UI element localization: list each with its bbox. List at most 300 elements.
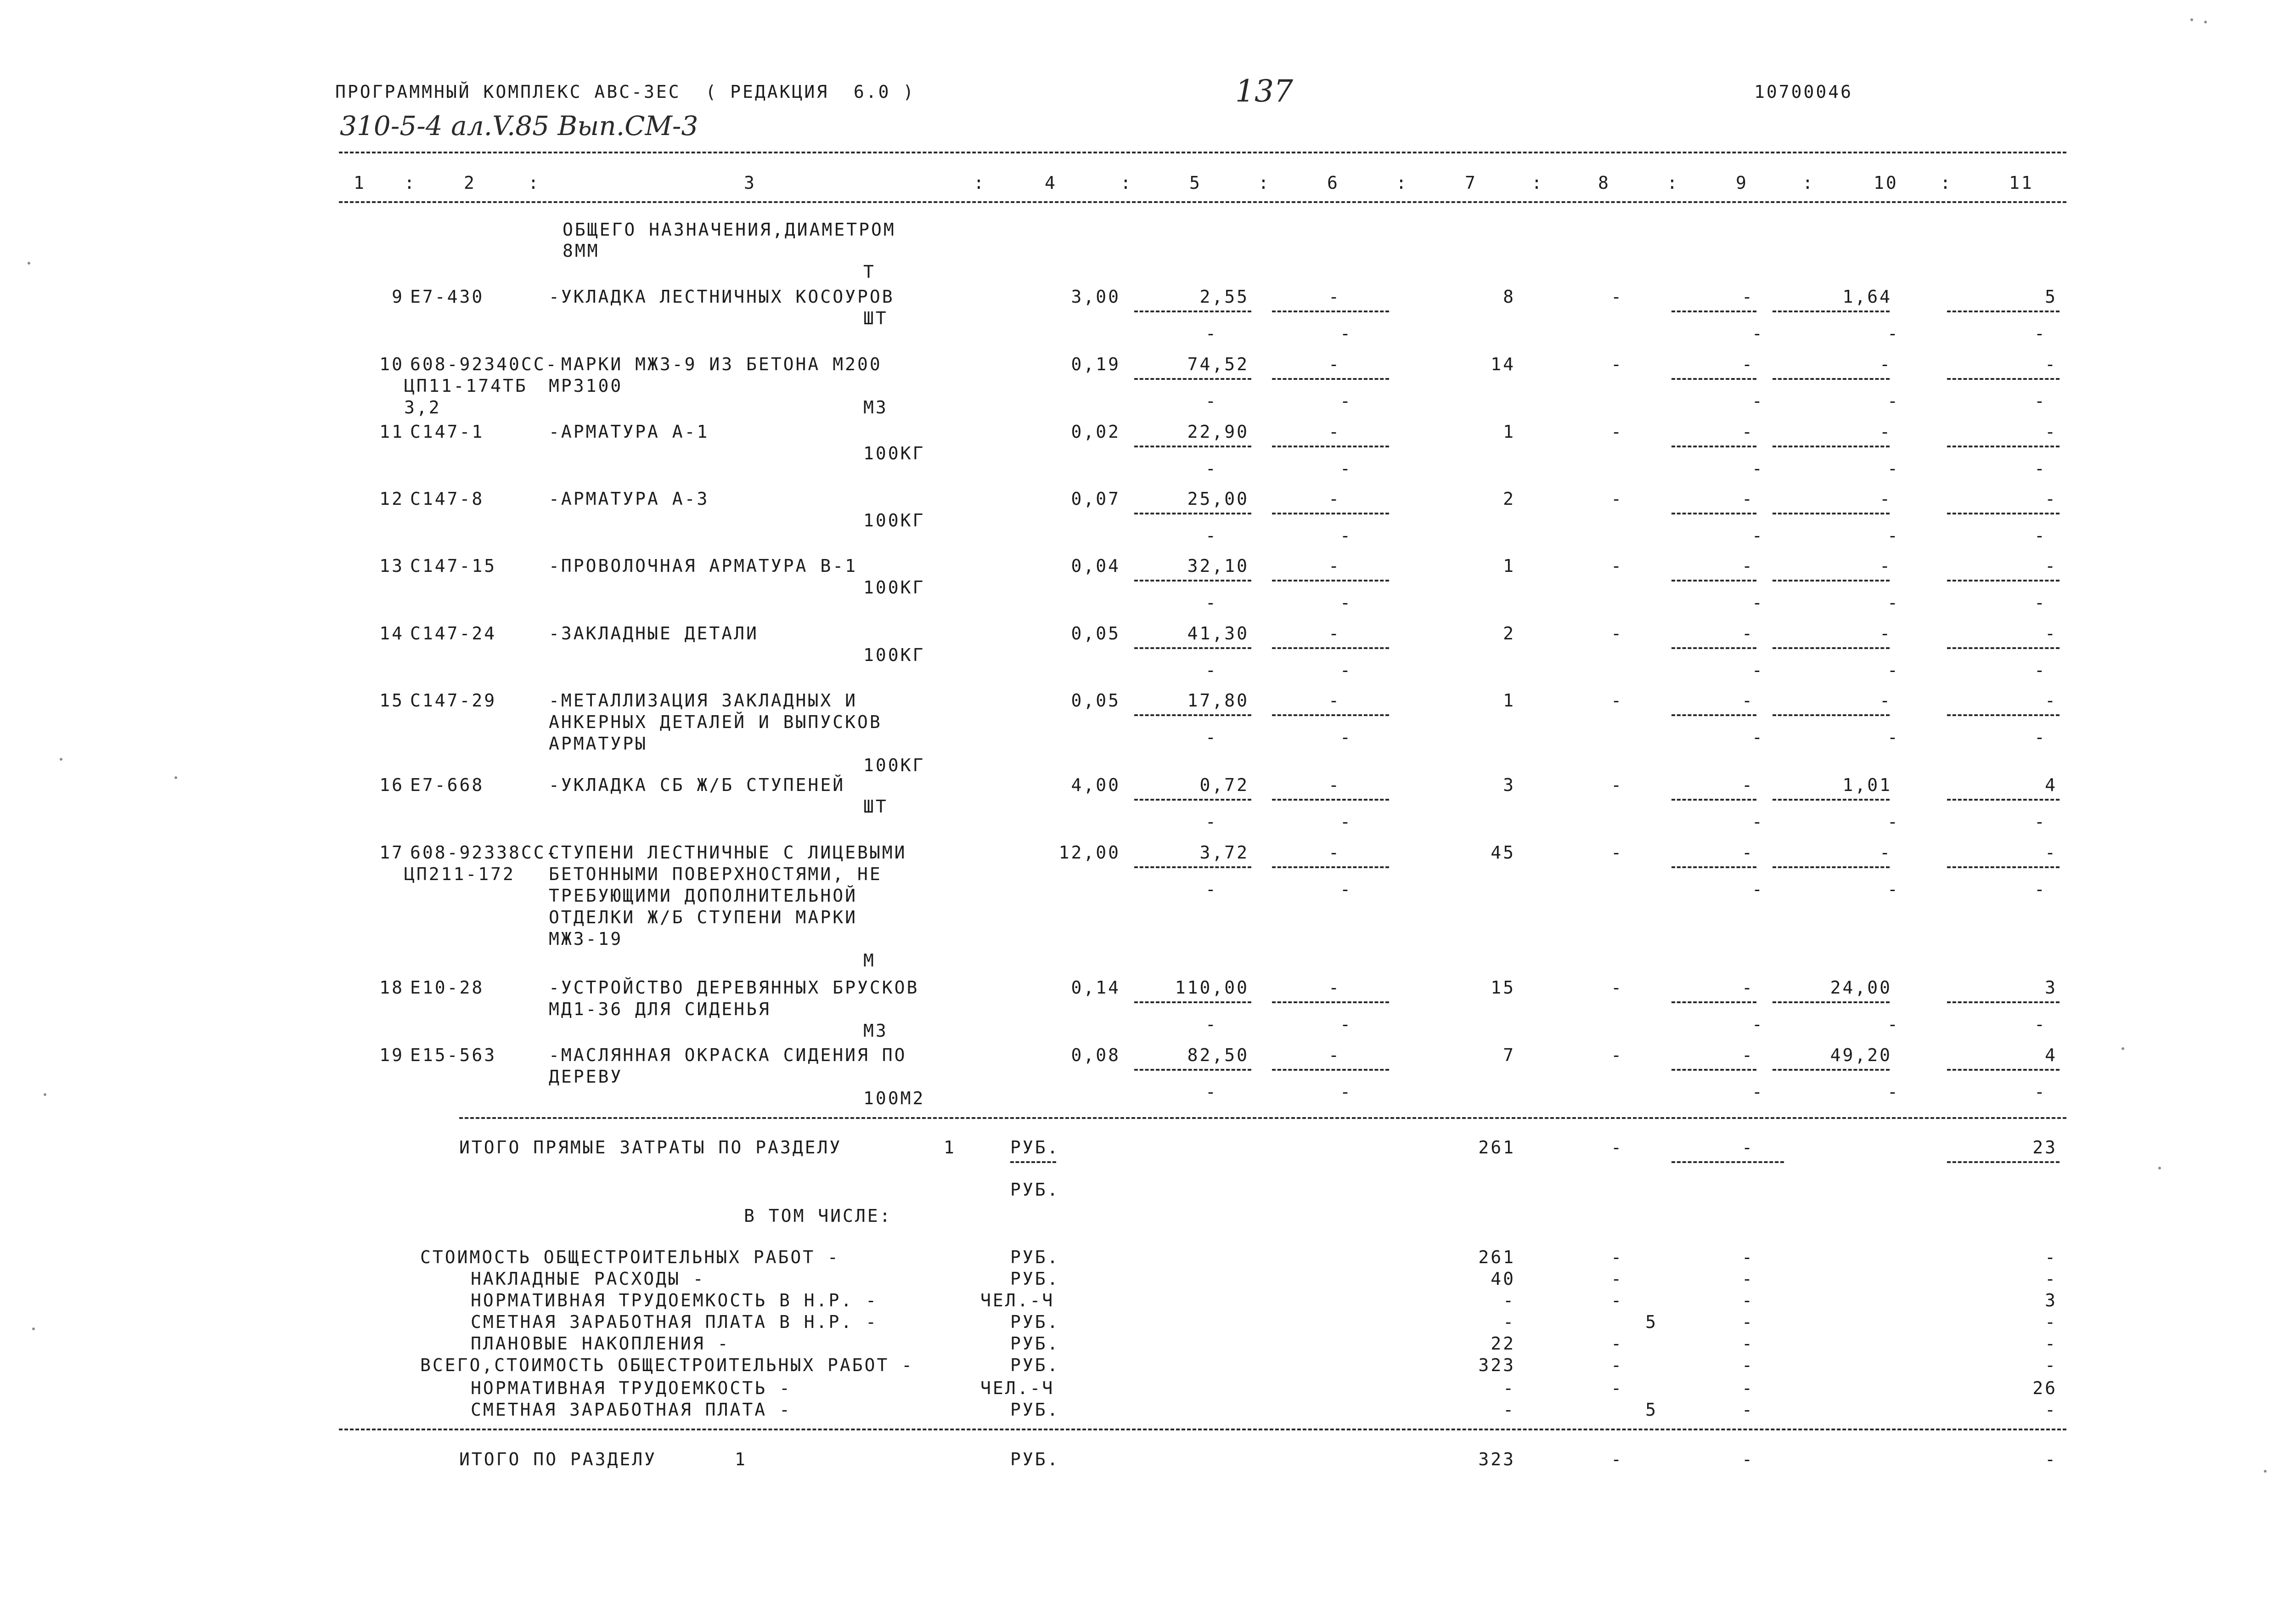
row-quantity: 0,02 bbox=[1071, 422, 1120, 442]
row-quantity: 4,00 bbox=[1071, 775, 1120, 795]
row-unit-price: 82,50 bbox=[1187, 1045, 1249, 1065]
sub-dash-mark: - bbox=[1340, 727, 1352, 747]
row-number: 10 bbox=[379, 354, 404, 374]
row-number: 11 bbox=[379, 422, 404, 442]
row-col9: - bbox=[1742, 489, 1754, 509]
header-top-rule bbox=[339, 152, 2066, 153]
row-subrule bbox=[1947, 311, 2060, 312]
row-col6: - bbox=[1328, 354, 1341, 374]
row-col6: - bbox=[1328, 690, 1341, 711]
row-col9: - bbox=[1742, 623, 1754, 644]
total-section-unit: РУБ. bbox=[1010, 1449, 1060, 1469]
row-code: 3,2 bbox=[404, 397, 441, 418]
column-header-6: 4 bbox=[1045, 173, 1057, 193]
column-header-1: : bbox=[404, 173, 416, 193]
row-subrule bbox=[1671, 1001, 1756, 1003]
row-quantity: 3,00 bbox=[1071, 287, 1120, 307]
row-total-cost: 8 bbox=[1503, 287, 1515, 307]
summary-col8: - bbox=[1611, 1355, 1623, 1375]
row-total-cost: 2 bbox=[1503, 623, 1515, 644]
summary-unit: ЧЕЛ.-Ч bbox=[980, 1378, 1055, 1398]
row-subrule bbox=[1671, 446, 1756, 447]
total-unit-rule bbox=[1010, 1161, 1056, 1163]
sub-dash-mark: - bbox=[1205, 593, 1218, 613]
summary-col11: - bbox=[2045, 1400, 2057, 1420]
sub-dash-mark: - bbox=[2034, 458, 2047, 479]
row-subrule bbox=[1671, 378, 1756, 380]
row-unit-price: 2,55 bbox=[1199, 287, 1249, 307]
row-quantity: 0,04 bbox=[1071, 556, 1120, 576]
row-number: 16 bbox=[379, 775, 404, 795]
row-col11: 3 bbox=[2045, 977, 2057, 998]
sub-dash-mark: - bbox=[1887, 1014, 1900, 1034]
row-quantity: 0,05 bbox=[1071, 690, 1120, 711]
row-col8: - bbox=[1611, 1045, 1623, 1065]
row-col10: - bbox=[1880, 489, 1892, 509]
summary-col9: - bbox=[1742, 1312, 1754, 1332]
row-total-cost: 14 bbox=[1491, 354, 1515, 374]
column-header-12: 7 bbox=[1465, 173, 1477, 193]
summary-unit: РУБ. bbox=[1010, 1400, 1060, 1420]
total-direct-col11: 23 bbox=[2032, 1137, 2057, 1158]
document-number: 10700046 bbox=[1754, 82, 1853, 102]
row-unit: ШТ bbox=[863, 796, 888, 817]
sub-dash-mark: - bbox=[1887, 660, 1900, 680]
row-description: ОТДЕЛКИ Ж/Б СТУПЕНИ МАРКИ bbox=[549, 907, 857, 927]
row-subrule bbox=[1272, 378, 1389, 380]
column-header-4: 3 bbox=[744, 173, 756, 193]
row-code: 608-92338СС- bbox=[410, 842, 558, 863]
row-unit: М bbox=[863, 950, 876, 971]
column-header-14: 8 bbox=[1598, 173, 1610, 193]
row-description: АРМАТУРЫ bbox=[549, 734, 648, 754]
row-subrule bbox=[1134, 714, 1251, 716]
row-unit: 100КГ bbox=[863, 755, 925, 775]
sub-dash-mark: - bbox=[1752, 323, 1764, 344]
row-col10: - bbox=[1880, 556, 1892, 576]
row-code: Е7-668 bbox=[410, 775, 484, 795]
scan-speck bbox=[28, 262, 30, 265]
row-unit: 100КГ bbox=[863, 510, 925, 531]
sub-dash-mark: - bbox=[1752, 391, 1764, 411]
row-subrule bbox=[1947, 647, 2060, 649]
row-col8: - bbox=[1611, 690, 1623, 711]
summary-col8: 5 bbox=[1645, 1312, 1658, 1332]
row-description: СТУПЕНИ ЛЕСТНИЧНЫЕ С ЛИЦЕВЫМИ bbox=[549, 842, 907, 863]
row-col6: - bbox=[1328, 556, 1341, 576]
summary-col9: - bbox=[1742, 1290, 1754, 1310]
row-subrule bbox=[1773, 714, 1890, 716]
summary-label: ПЛАНОВЫЕ НАКОПЛЕНИЯ - bbox=[471, 1333, 730, 1354]
row-col6: - bbox=[1328, 623, 1341, 644]
column-header-13: : bbox=[1531, 173, 1544, 193]
row-code: С147-1 bbox=[410, 422, 484, 442]
row-total-cost: 3 bbox=[1503, 775, 1515, 795]
row-subrule bbox=[1272, 1069, 1389, 1071]
summary-col8: - bbox=[1611, 1333, 1623, 1354]
row-col11: - bbox=[2045, 422, 2057, 442]
row-subrule bbox=[1671, 799, 1756, 801]
row-code: ЦП11-174ТБ bbox=[404, 376, 528, 396]
summary-col9: - bbox=[1742, 1400, 1754, 1420]
row-description: -ПРОВОЛОЧНАЯ АРМАТУРА В-1 bbox=[549, 556, 857, 576]
row-description: ТРЕБУЮЩИМИ ДОПОЛНИТЕЛЬНОЙ bbox=[549, 886, 857, 906]
row-subrule bbox=[1272, 799, 1389, 801]
row-unit: ШТ bbox=[863, 308, 888, 328]
row-subrule bbox=[1773, 513, 1890, 514]
summary-unit: ЧЕЛ.-Ч bbox=[980, 1290, 1055, 1310]
totals-rule bbox=[459, 1117, 2066, 1119]
row-col9: - bbox=[1742, 422, 1754, 442]
sub-dash-mark: - bbox=[1752, 458, 1764, 479]
sub-dash-mark: - bbox=[1752, 1082, 1764, 1102]
row-subrule bbox=[1272, 311, 1389, 312]
row-col8: - bbox=[1611, 287, 1623, 307]
summary-cost: - bbox=[1503, 1400, 1515, 1420]
row-col9: - bbox=[1742, 287, 1754, 307]
column-header-0: 1 bbox=[354, 173, 366, 193]
summary-label: НОРМАТИВНАЯ ТРУДОЕМКОСТЬ В Н.Р. - bbox=[471, 1290, 878, 1310]
sub-dash-mark: - bbox=[2034, 1082, 2047, 1102]
row-code: Е10-28 bbox=[410, 977, 484, 998]
row-description: -МАСЛЯННАЯ ОКРАСКА СИДЕНИЯ ПО bbox=[549, 1045, 907, 1065]
total-subrule bbox=[1671, 1161, 1784, 1163]
sub-dash-mark: - bbox=[2034, 879, 2047, 899]
summary-cost: 22 bbox=[1491, 1333, 1515, 1354]
row-col8: - bbox=[1611, 556, 1623, 576]
row-col10: 1,64 bbox=[1842, 287, 1892, 307]
row-col8: - bbox=[1611, 354, 1623, 374]
sub-dash-mark: - bbox=[1752, 593, 1764, 613]
row-unit: 100КГ bbox=[863, 645, 925, 665]
summary-cost: - bbox=[1503, 1312, 1515, 1332]
column-header-8: 5 bbox=[1189, 173, 1202, 193]
row-subrule bbox=[1272, 513, 1389, 514]
row-col8: - bbox=[1611, 489, 1623, 509]
sub-dash-mark: - bbox=[1205, 1082, 1218, 1102]
column-header-16: 9 bbox=[1736, 173, 1748, 193]
row-subrule bbox=[1773, 446, 1890, 447]
summary-col11: - bbox=[2045, 1269, 2057, 1289]
row-subrule bbox=[1272, 1001, 1389, 1003]
total-direct-label: ИТОГО ПРЯМЫЕ ЗАТРАТЫ ПО РАЗДЕЛУ bbox=[459, 1137, 842, 1158]
row-description: -АРМАТУРА А-1 bbox=[549, 422, 709, 442]
row-subrule bbox=[1947, 799, 2060, 801]
row-number: 18 bbox=[379, 977, 404, 998]
scan-speck bbox=[2190, 18, 2193, 21]
sub-dash-mark: - bbox=[1752, 660, 1764, 680]
row-col10: - bbox=[1880, 623, 1892, 644]
column-header-19: : bbox=[1940, 173, 1953, 193]
row-code: С147-29 bbox=[410, 690, 497, 711]
sub-dash-mark: - bbox=[2034, 660, 2047, 680]
row-subrule bbox=[1272, 647, 1389, 649]
row-subrule bbox=[1134, 580, 1251, 582]
summary-col11: - bbox=[2045, 1247, 2057, 1267]
row-subrule bbox=[1947, 378, 2060, 380]
sub-dash-mark: - bbox=[1205, 323, 1218, 344]
sub-dash-mark: - bbox=[1752, 1014, 1764, 1034]
total-section-col8: - bbox=[1611, 1449, 1623, 1469]
row-col6: - bbox=[1328, 422, 1341, 442]
sub-dash-mark: - bbox=[1205, 525, 1218, 546]
row-col11: 4 bbox=[2045, 775, 2057, 795]
row-quantity: 0,19 bbox=[1071, 354, 1120, 374]
scan-speck bbox=[2204, 21, 2207, 23]
column-header-18: 10 bbox=[1874, 173, 1898, 193]
row-subrule bbox=[1134, 799, 1251, 801]
row-unit-price: 74,52 bbox=[1187, 354, 1249, 374]
row-col11: - bbox=[2045, 842, 2057, 863]
row-subrule bbox=[1134, 311, 1251, 312]
row-code: Е15-563 bbox=[410, 1045, 497, 1065]
summary-col11: 26 bbox=[2032, 1378, 2057, 1398]
sub-dash-mark: - bbox=[2034, 323, 2047, 344]
row-unit-price: 0,72 bbox=[1199, 775, 1249, 795]
sub-dash-mark: - bbox=[1340, 1082, 1352, 1102]
handwritten-reference: 310-5-4 ал.V.85 Вып.СМ-3 bbox=[340, 110, 698, 141]
row-unit-price: 22,90 bbox=[1187, 422, 1249, 442]
sub-dash-mark: - bbox=[1205, 812, 1218, 832]
row-col9: - bbox=[1742, 842, 1754, 863]
sub-dash-mark: - bbox=[1205, 1014, 1218, 1034]
row-subrule bbox=[1773, 866, 1890, 868]
scan-speck bbox=[2158, 1167, 2161, 1169]
row-number: 9 bbox=[392, 287, 404, 307]
sub-dash-mark: - bbox=[1205, 879, 1218, 899]
row-number: 19 bbox=[379, 1045, 404, 1065]
sub-dash-mark: - bbox=[2034, 727, 2047, 747]
summary-cost: 323 bbox=[1478, 1355, 1515, 1375]
summary-unit: РУБ. bbox=[1010, 1333, 1060, 1354]
total-section-number: 1 bbox=[735, 1449, 747, 1469]
column-header-5: : bbox=[974, 173, 986, 193]
sub-dash-mark: - bbox=[1205, 660, 1218, 680]
row-unit-price: 17,80 bbox=[1187, 690, 1249, 711]
continuation-unit: Т bbox=[863, 262, 876, 282]
sub-dash-mark: - bbox=[1752, 879, 1764, 899]
row-col6: - bbox=[1328, 775, 1341, 795]
sub-dash-mark: - bbox=[1887, 391, 1900, 411]
including-label: В ТОМ ЧИСЛЕ: bbox=[744, 1206, 892, 1226]
row-total-cost: 1 bbox=[1503, 690, 1515, 711]
row-subrule bbox=[1272, 580, 1389, 582]
column-header-3: : bbox=[528, 173, 540, 193]
row-subrule bbox=[1134, 513, 1251, 514]
row-code: С147-24 bbox=[410, 623, 497, 644]
sub-dash-mark: - bbox=[1752, 812, 1764, 832]
row-unit-price: 3,72 bbox=[1199, 842, 1249, 863]
row-subrule bbox=[1773, 799, 1890, 801]
column-header-9: : bbox=[1258, 173, 1271, 193]
sub-dash-mark: - bbox=[1887, 812, 1900, 832]
summary-unit: РУБ. bbox=[1010, 1312, 1060, 1332]
sub-dash-mark: - bbox=[1887, 727, 1900, 747]
row-description: МЖ3-19 bbox=[549, 929, 623, 949]
sub-dash-mark: - bbox=[1340, 660, 1352, 680]
row-unit-price: 110,00 bbox=[1175, 977, 1249, 998]
column-header-15: : bbox=[1667, 173, 1679, 193]
row-subrule bbox=[1671, 580, 1756, 582]
total-direct-cost: 261 bbox=[1478, 1137, 1515, 1158]
total-direct-col8: - bbox=[1611, 1137, 1623, 1158]
column-header-10: 6 bbox=[1327, 173, 1339, 193]
summary-col9: - bbox=[1742, 1269, 1754, 1289]
row-total-cost: 45 bbox=[1491, 842, 1515, 863]
sub-dash-mark: - bbox=[1340, 391, 1352, 411]
row-number: 14 bbox=[379, 623, 404, 644]
row-description: АНКЕРНЫХ ДЕТАЛЕЙ И ВЫПУСКОВ bbox=[549, 712, 882, 732]
sub-dash-mark: - bbox=[1205, 391, 1218, 411]
row-col10: - bbox=[1880, 354, 1892, 374]
sub-dash-mark: - bbox=[1887, 525, 1900, 546]
sub-dash-mark: - bbox=[1887, 879, 1900, 899]
row-col10: - bbox=[1880, 690, 1892, 711]
row-subrule bbox=[1671, 1069, 1756, 1071]
sub-dash-mark: - bbox=[1340, 1014, 1352, 1034]
row-total-cost: 15 bbox=[1491, 977, 1515, 998]
summary-col11: - bbox=[2045, 1355, 2057, 1375]
row-subrule bbox=[1773, 1001, 1890, 1003]
column-header-7: : bbox=[1120, 173, 1133, 193]
row-col9: - bbox=[1742, 556, 1754, 576]
row-unit: М3 bbox=[863, 397, 888, 418]
row-col9: - bbox=[1742, 690, 1754, 711]
total-section-cost: 323 bbox=[1478, 1449, 1515, 1469]
row-col6: - bbox=[1328, 1045, 1341, 1065]
program-title: ПРОГРАММНЫЙ КОМПЛЕКС АВС-3ЕС ( РЕДАКЦИЯ 6.0 ) bbox=[335, 82, 916, 102]
row-col6: - bbox=[1328, 977, 1341, 998]
row-description: -ЗАКЛАДНЫЕ ДЕТАЛИ bbox=[549, 623, 759, 644]
row-subrule bbox=[1947, 1069, 2060, 1071]
total-section-col9: - bbox=[1742, 1449, 1754, 1469]
summary-col8: - bbox=[1611, 1290, 1623, 1310]
sub-dash-mark: - bbox=[2034, 593, 2047, 613]
row-quantity: 0,05 bbox=[1071, 623, 1120, 644]
row-col11: - bbox=[2045, 354, 2057, 374]
summary-col9: - bbox=[1742, 1378, 1754, 1398]
row-col10: 1,01 bbox=[1842, 775, 1892, 795]
column-header-11: : bbox=[1396, 173, 1408, 193]
row-description: -УКЛАДКА СБ Ж/Б СТУПЕНЕЙ bbox=[549, 775, 845, 795]
row-quantity: 0,07 bbox=[1071, 489, 1120, 509]
row-unit: 100КГ bbox=[863, 443, 925, 463]
row-total-cost: 7 bbox=[1503, 1045, 1515, 1065]
sub-dash-mark: - bbox=[1887, 593, 1900, 613]
row-subrule bbox=[1272, 866, 1389, 868]
row-number: 17 bbox=[379, 842, 404, 863]
summary-unit: РУБ. bbox=[1010, 1269, 1060, 1289]
sub-dash-mark: - bbox=[1887, 1082, 1900, 1102]
total-section-col11: - bbox=[2045, 1449, 2057, 1469]
sub-dash-mark: - bbox=[1340, 525, 1352, 546]
summary-cost: - bbox=[1503, 1290, 1515, 1310]
sub-dash-mark: - bbox=[2034, 525, 2047, 546]
row-subrule bbox=[1671, 513, 1756, 514]
sub-dash-mark: - bbox=[1887, 458, 1900, 479]
row-total-cost: 2 bbox=[1503, 489, 1515, 509]
header-bottom-rule bbox=[339, 201, 2066, 203]
row-col11: - bbox=[2045, 690, 2057, 711]
summary-label: НАКЛАДНЫЕ РАСХОДЫ - bbox=[471, 1269, 705, 1289]
summary-col9: - bbox=[1742, 1333, 1754, 1354]
row-col11: - bbox=[2045, 623, 2057, 644]
summary-col11: 3 bbox=[2045, 1290, 2057, 1310]
row-subrule bbox=[1947, 714, 2060, 716]
row-col6: - bbox=[1328, 287, 1341, 307]
summary-label: СМЕТНАЯ ЗАРАБОТНАЯ ПЛАТА В Н.Р. - bbox=[471, 1312, 878, 1332]
row-subrule bbox=[1134, 1001, 1251, 1003]
column-header-2: 2 bbox=[464, 173, 476, 193]
row-code: С147-15 bbox=[410, 556, 497, 576]
row-col6: - bbox=[1328, 489, 1341, 509]
row-number: 12 bbox=[379, 489, 404, 509]
row-subrule bbox=[1272, 714, 1389, 716]
total-subrule bbox=[1947, 1161, 2060, 1163]
sub-dash-mark: - bbox=[1205, 727, 1218, 747]
row-col9: - bbox=[1742, 775, 1754, 795]
summary-col8: - bbox=[1611, 1378, 1623, 1398]
summary-col8: - bbox=[1611, 1269, 1623, 1289]
summary-unit: РУБ. bbox=[1010, 1247, 1060, 1267]
sub-dash-mark: - bbox=[2034, 812, 2047, 832]
summary-col8: 5 bbox=[1645, 1400, 1658, 1420]
scan-speck bbox=[32, 1327, 35, 1330]
row-quantity: 12,00 bbox=[1058, 842, 1120, 863]
row-code: С147-8 bbox=[410, 489, 484, 509]
section-rule bbox=[339, 1429, 2066, 1430]
row-description: -МЕТАЛЛИЗАЦИЯ ЗАКЛАДНЫХ И bbox=[549, 690, 857, 711]
row-col11: - bbox=[2045, 489, 2057, 509]
row-col8: - bbox=[1611, 775, 1623, 795]
sub-dash-mark: - bbox=[1340, 879, 1352, 899]
total-direct-unit-2: РУБ. bbox=[1010, 1180, 1060, 1200]
page-number: 137 bbox=[1235, 73, 1293, 109]
sub-dash-mark: - bbox=[1205, 458, 1218, 479]
sub-dash-mark: - bbox=[1752, 727, 1764, 747]
row-unit: М3 bbox=[863, 1021, 888, 1041]
total-direct-unit: РУБ. bbox=[1010, 1137, 1060, 1158]
total-direct-col9: - bbox=[1742, 1137, 1754, 1158]
sub-dash-mark: - bbox=[1752, 525, 1764, 546]
summary-col9: - bbox=[1742, 1247, 1754, 1267]
row-subrule bbox=[1671, 866, 1756, 868]
summary-cost: - bbox=[1503, 1378, 1515, 1398]
sub-dash-mark: - bbox=[2034, 1014, 2047, 1034]
row-description: МРЗ100 bbox=[549, 376, 623, 396]
row-col10: 24,00 bbox=[1830, 977, 1892, 998]
row-subrule bbox=[1947, 446, 2060, 447]
row-col8: - bbox=[1611, 422, 1623, 442]
sub-dash-mark: - bbox=[1340, 458, 1352, 479]
row-description: -УКЛАДКА ЛЕСТНИЧНЫХ КОСОУРОВ bbox=[549, 287, 895, 307]
summary-cost: 261 bbox=[1478, 1247, 1515, 1267]
row-subrule bbox=[1671, 714, 1756, 716]
row-col10: - bbox=[1880, 422, 1892, 442]
row-subrule bbox=[1134, 647, 1251, 649]
sub-dash-mark: - bbox=[1340, 323, 1352, 344]
row-col9: - bbox=[1742, 354, 1754, 374]
summary-unit: РУБ. bbox=[1010, 1355, 1060, 1375]
scan-speck bbox=[174, 776, 177, 779]
row-unit-price: 32,10 bbox=[1187, 556, 1249, 576]
row-description: -АРМАТУРА А-3 bbox=[549, 489, 709, 509]
row-number: 15 bbox=[379, 690, 404, 711]
row-col8: - bbox=[1611, 623, 1623, 644]
scan-speck bbox=[60, 758, 62, 761]
row-quantity: 0,14 bbox=[1071, 977, 1120, 998]
row-subrule bbox=[1947, 513, 2060, 514]
